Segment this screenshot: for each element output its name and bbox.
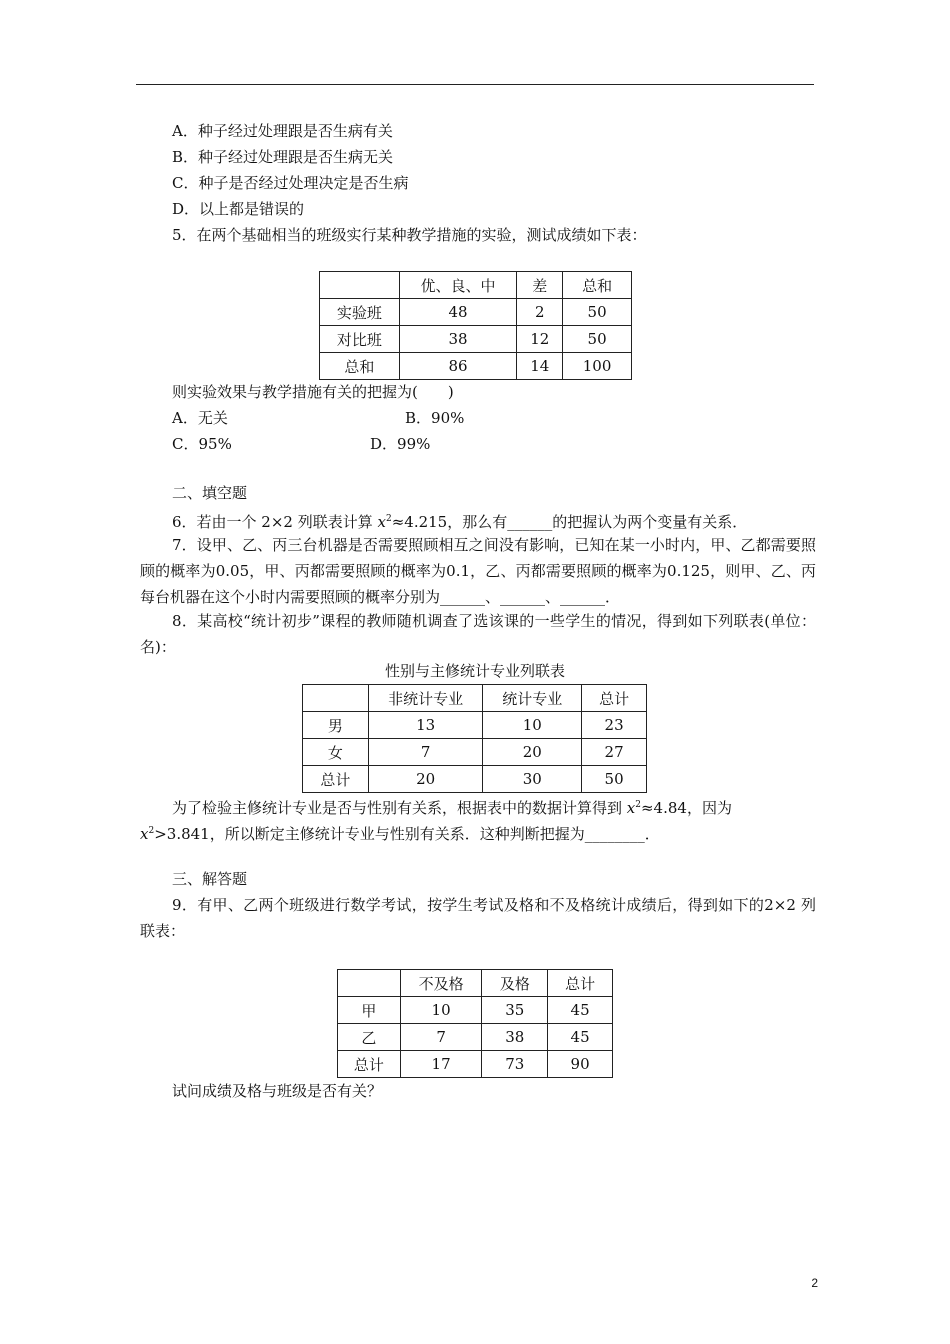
q9-text: 9．有甲、乙两个班级进行数学考试，按学生考试及格和不及格统计成绩后，得到如下的2×2 列联表： (140, 896, 816, 940)
q4-option-b: B．种子经过处理跟是否生病无关 (172, 148, 394, 166)
q4-option-d: D．以上都是错误的 (172, 200, 305, 218)
q5-question: 则实验效果与教学措施有关的把握为( ) (172, 383, 454, 401)
page-number: 2 (811, 1276, 818, 1290)
q8-after2-post: >3.841，所以断定主修统计专业与性别有关系．这种判断把握为________． (154, 825, 660, 843)
table-cell: 20 (368, 766, 483, 793)
q8-after-post: ≈4.84，因为 (640, 799, 732, 817)
table-cell: 50 (582, 766, 647, 793)
table-cell (320, 272, 400, 299)
table-cell: 50 (563, 326, 632, 353)
table-cell: 实验班 (320, 299, 400, 326)
table-header-row (338, 970, 613, 997)
table-cell: 30 (483, 766, 582, 793)
q5-option-d: D．99% (370, 435, 431, 453)
table-cell: 总计 (582, 685, 647, 712)
table-header-row (303, 685, 647, 712)
q5-option-a: A．无关 (172, 409, 228, 427)
table-row (338, 1024, 613, 1051)
table-cell: 86 (399, 353, 517, 380)
q7-text: 7．设甲、乙、丙三台机器是否需要照顾相互之间没有影响，已知在某一小时内，甲、乙都需要照顾的概率为0.05，甲、丙都需要照顾的概率为0.1，乙、丙都需要照顾的概率为0.125，则甲、乙、丙每台机器在这个小时内需要照顾的概率分别为______、______、______． (140, 536, 816, 606)
q8-conclusion-line-2 (140, 820, 660, 845)
table-cell: 非统计专业 (368, 685, 483, 712)
table-cell: 14 (517, 353, 563, 380)
table-cell: 优、良、中 (399, 272, 517, 299)
chi-square-symbol: x (626, 799, 636, 817)
table-row (338, 1051, 613, 1078)
table-cell: 50 (563, 299, 632, 326)
table-cell: 统计专业 (483, 685, 582, 712)
superscript: 2 (385, 514, 392, 524)
q5-stem: 5．在两个基础相当的班级实行某种教学措施的实验，测试成绩如下表： (172, 226, 647, 244)
q6-post: ≈4.215，那么有______的把握认为两个变量有关系． (391, 513, 748, 531)
q8-table-caption: 性别与主修统计专业列联表 (384, 662, 565, 680)
table-cell: 38 (482, 1024, 548, 1051)
superscript: 2 (635, 800, 641, 810)
chi-square-symbol: x (140, 825, 149, 843)
table-cell: 不及格 (400, 970, 482, 997)
q4-option-a: A．种子经过处理跟是否生病有关 (172, 122, 393, 140)
section-title-answer: 三、解答题 (172, 870, 248, 888)
table-row (303, 712, 647, 739)
table-cell: 48 (399, 299, 517, 326)
table-row (320, 353, 632, 380)
table-cell: 90 (548, 1051, 613, 1078)
table-cell: 100 (563, 353, 632, 380)
table-cell: 女 (303, 739, 369, 766)
q4-option-c: C．种子是否经过处理决定是否生病 (172, 174, 409, 192)
table-header-row (320, 272, 632, 299)
table-cell: 差 (517, 272, 563, 299)
q5-table (319, 271, 632, 380)
table-cell: 总计 (303, 766, 369, 793)
table-cell: 2 (517, 299, 563, 326)
table-cell: 对比班 (320, 326, 400, 353)
section-title-fill-blank: 二、填空题 (172, 484, 248, 502)
table-row (320, 299, 632, 326)
chi-square-symbol: x (377, 513, 386, 531)
table-cell: 及格 (482, 970, 548, 997)
q6-pre: 6．若由一个 2×2 列联表计算 (172, 513, 378, 531)
table-row (320, 326, 632, 353)
table-cell: 7 (400, 1024, 482, 1051)
q5-option-c: C．95% (172, 435, 232, 453)
table-row (303, 739, 647, 766)
superscript: 2 (148, 826, 155, 836)
table-cell: 总计 (338, 1051, 401, 1078)
table-cell: 27 (582, 739, 647, 766)
q8-conclusion-line-1 (172, 794, 732, 819)
table-cell: 乙 (338, 1024, 401, 1051)
table-cell: 7 (368, 739, 483, 766)
table-cell: 12 (517, 326, 563, 353)
table-row (303, 766, 647, 793)
table-cell: 20 (483, 739, 582, 766)
table-cell: 13 (368, 712, 483, 739)
q5-option-b: B．90% (405, 409, 465, 427)
table-cell: 10 (400, 997, 482, 1024)
table-cell: 总计 (548, 970, 613, 997)
table-row (338, 997, 613, 1024)
q6-text (172, 508, 747, 533)
table-cell: 甲 (338, 997, 401, 1024)
q8-after-pre: 为了检验主修统计专业是否与性别有关系，根据表中的数据计算得到 (172, 799, 627, 817)
q8-table (302, 684, 647, 793)
table-cell: 73 (482, 1051, 548, 1078)
table-cell: 10 (483, 712, 582, 739)
table-cell: 38 (399, 326, 517, 353)
table-cell: 23 (582, 712, 647, 739)
table-cell: 男 (303, 712, 369, 739)
q9-table (337, 969, 613, 1078)
table-cell: 总和 (320, 353, 400, 380)
table-cell: 45 (548, 997, 613, 1024)
q8-text: 8．某高校“统计初步”课程的教师随机调查了选该课的一些学生的情况，得到如下列联表(单位：名)： (140, 612, 816, 656)
table-cell (338, 970, 401, 997)
table-cell: 45 (548, 1024, 613, 1051)
table-cell: 17 (400, 1051, 482, 1078)
header-rule (136, 84, 814, 85)
table-cell: 35 (482, 997, 548, 1024)
table-cell: 总和 (563, 272, 632, 299)
table-cell (303, 685, 369, 712)
q9-question: 试问成绩及格与班级是否有关？ (172, 1082, 383, 1100)
